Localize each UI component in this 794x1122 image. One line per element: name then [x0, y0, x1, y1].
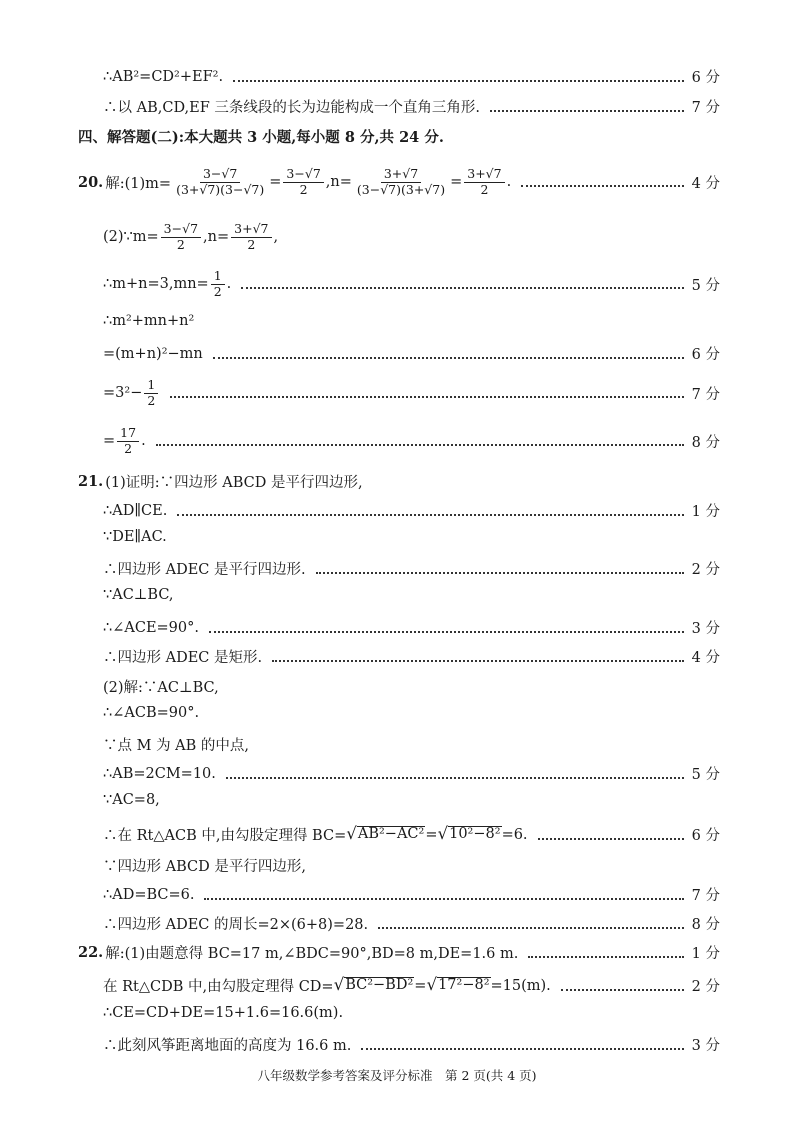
text: ,n=: [325, 174, 352, 190]
numerator: 3−√7: [161, 222, 201, 237]
denominator: 2: [147, 392, 156, 408]
dot-leader: [272, 660, 684, 662]
p21-step: ∵DE∥AC.: [103, 529, 167, 545]
text: .: [506, 174, 512, 190]
p20-line-3: [103, 267, 720, 301]
dot-leader: [170, 396, 683, 398]
p20-line-1: [78, 165, 720, 199]
p21-line-16: [103, 913, 720, 934]
p21-step: ∴AB=2CM=10.: [103, 765, 216, 782]
score-label: 2 分: [691, 562, 720, 578]
text: =6.: [501, 826, 528, 843]
dot-leader: [209, 631, 684, 633]
dot-leader: [213, 357, 684, 359]
p21-line-2: [103, 500, 720, 521]
p22-step: ∴此刻风筝距离地面的高度为 16.6 m.: [103, 1038, 352, 1054]
text: ,n=: [203, 229, 230, 245]
square-root: [334, 977, 415, 994]
dot-leader: [561, 989, 684, 991]
p21-line-10: [103, 734, 720, 755]
section-heading-text: 四、解答题(二):本大题共 3 小题,每小题 8 分,共 24 分.: [78, 129, 444, 146]
dot-leader: [378, 927, 684, 929]
score-label: 7 分: [691, 386, 720, 403]
denominator: 2: [176, 236, 185, 252]
p21-line-5: [103, 587, 720, 603]
radicand: AB²−AC²: [357, 826, 425, 843]
p20-step-3: [103, 269, 231, 299]
text: =15(m).: [490, 977, 551, 994]
dot-leader: [361, 1048, 683, 1050]
section-heading: [78, 126, 720, 147]
numerator: 3+√7: [464, 167, 504, 182]
text: 解:(1)m=: [105, 175, 172, 192]
score-label: 6 分: [691, 347, 720, 363]
p20-step-1: [78, 167, 511, 197]
p21-step: ∴四边形 ADEC 是平行四边形.: [103, 562, 306, 578]
p21-step: ∴四边形 ADEC 的周长=2×(6+8)=28.: [103, 917, 369, 933]
score-label: 4 分: [691, 175, 720, 192]
fraction: [161, 222, 201, 252]
denominator: 2: [124, 440, 133, 456]
fraction: [211, 269, 225, 299]
dot-leader: [233, 80, 684, 82]
numerator: 3+√7: [231, 222, 271, 237]
dot-leader: [241, 287, 683, 289]
radical-sign: √: [437, 824, 449, 844]
square-root: [346, 826, 425, 843]
score-label: 7 分: [691, 100, 720, 116]
denominator: 2: [299, 181, 308, 197]
text: =: [425, 826, 438, 843]
p21-line-8: [103, 676, 720, 697]
text: ∴m+n=3,mn=: [103, 276, 209, 292]
fraction: [283, 167, 323, 197]
p21-step: ∵四边形 ABCD 是平行四边形,: [103, 859, 306, 875]
p21-step: ∴∠ACE=90°.: [103, 619, 199, 636]
p22-line-2: [103, 975, 720, 996]
p21-line-3: [103, 529, 720, 545]
denominator: (3−√7)(3+√7): [356, 181, 446, 197]
text: =: [103, 433, 116, 449]
p20-line-7: [103, 424, 720, 458]
dot-leader: [177, 514, 683, 516]
text: 在 Rt△CDB 中,由勾股定理得 CD=: [103, 979, 334, 995]
fraction: [117, 426, 139, 456]
p21-step-13: [103, 824, 528, 845]
p22-line-4: [103, 1034, 720, 1055]
score-label: 3 分: [691, 621, 720, 637]
numerator: 3+√7: [381, 167, 421, 182]
text: =3²−: [103, 385, 143, 401]
p22-line-1: [78, 942, 720, 963]
score-label: 5 分: [691, 767, 720, 783]
problem-number: 21.: [78, 473, 104, 490]
p21-step: ∴∠ACB=90°.: [103, 705, 200, 721]
p20-line-5: [103, 343, 720, 364]
p20-line-6: [103, 376, 720, 410]
dot-leader: [538, 838, 684, 840]
numerator: 17: [117, 426, 139, 441]
problem-number: 20.: [78, 173, 104, 191]
p21-step: ∵AC=8,: [103, 792, 160, 808]
q19-step: ∴以 AB,CD,EF 三条线段的长为边能构成一个直角三角形.: [103, 100, 481, 116]
text: .: [141, 433, 146, 449]
p21-line-14: [103, 855, 720, 876]
p21-line-4: [103, 558, 720, 579]
p21-line-1: [78, 471, 720, 492]
p21-line-7: [103, 646, 720, 667]
p20-line-4: [103, 313, 720, 329]
p21-line-12: [103, 792, 720, 808]
dot-leader: [316, 572, 684, 574]
p20-line-2: [103, 220, 720, 254]
score-label: 6 分: [691, 70, 720, 86]
score-label: 5 分: [691, 277, 720, 294]
text: =: [269, 174, 282, 190]
text: ,: [273, 229, 279, 245]
text: ∴在 Rt△ACB 中,由勾股定理得 BC=: [103, 828, 347, 844]
p21-step: ∵点 M 为 AB 的中点,: [103, 738, 250, 754]
fraction: [354, 167, 448, 197]
p22-step: ∴CE=CD+DE=15+1.6=16.6(m).: [103, 1005, 344, 1021]
p21-step: (2)解:∵AC⊥BC,: [103, 680, 219, 696]
radical-sign: √: [426, 975, 438, 995]
page-footer: 八年级数学参考答案及评分标准 第 2 页(共 4 页): [257, 1068, 537, 1083]
p20-step-7: [103, 426, 146, 456]
radical-sign: √: [333, 975, 345, 995]
radicand: 10²−8²: [449, 826, 501, 843]
numerator: 1: [211, 269, 225, 284]
p21-line-13: [103, 824, 720, 845]
denominator: 2: [480, 181, 489, 197]
dot-leader: [204, 898, 683, 900]
fraction: [144, 378, 158, 408]
p22-step-1: [78, 942, 518, 963]
problem-number: 22.: [78, 944, 104, 961]
score-label: 4 分: [691, 650, 720, 666]
score-label: 1 分: [691, 946, 720, 962]
fraction: [173, 167, 267, 197]
p20-step-4: ∴m²+mn+n²: [103, 313, 195, 329]
numerator: 3−√7: [200, 167, 240, 182]
numerator: 3−√7: [283, 167, 323, 182]
denominator: 2: [213, 283, 222, 299]
p22-line-3: [103, 1005, 720, 1021]
q19-line-1: [103, 66, 720, 87]
p21-line-11: [103, 763, 720, 784]
text: (2)∵m=: [103, 229, 159, 245]
p21-line-15: [103, 884, 720, 905]
p22-step-2: [103, 975, 551, 996]
square-root: [426, 977, 490, 994]
score-label: 7 分: [691, 888, 720, 904]
p21-step-1: [78, 471, 363, 492]
p21-step: ∵AC⊥BC,: [103, 587, 174, 603]
p21-step: ∴AD=BC=6.: [103, 886, 195, 903]
score-label: 6 分: [691, 828, 720, 844]
square-root: [437, 826, 501, 843]
p21-line-9: [103, 705, 720, 721]
score-label: 2 分: [691, 979, 720, 995]
p21-step: ∴四边形 ADEC 是矩形.: [103, 650, 263, 666]
score-label: 3 分: [691, 1038, 720, 1054]
dot-leader: [156, 444, 684, 446]
fraction: [464, 167, 504, 197]
numerator: 1: [144, 378, 158, 393]
dot-leader: [521, 185, 683, 187]
score-label: 8 分: [691, 917, 720, 933]
p20-step-6: [103, 378, 160, 408]
score-label: 8 分: [691, 434, 720, 451]
radicand: BC²−BD²: [345, 977, 414, 994]
fraction: [231, 222, 271, 252]
p20-step-5: =(m+n)²−mn: [103, 345, 203, 362]
q19-line-2: [103, 96, 720, 117]
dot-leader: [490, 110, 684, 112]
text: =: [414, 977, 427, 994]
q19-step: ∴AB²=CD²+EF².: [103, 68, 224, 85]
denominator: 2: [247, 236, 256, 252]
text: (1)证明:∵四边形 ABCD 是平行四边形,: [105, 475, 363, 491]
dot-leader: [528, 956, 683, 958]
text: =: [450, 174, 463, 190]
score-label: 1 分: [691, 504, 720, 520]
p21-line-6: [103, 617, 720, 638]
text: 解:(1)由题意得 BC=17 m,∠BDC=90°,BD=8 m,DE=1.6 m.: [105, 946, 519, 962]
radical-sign: √: [346, 824, 357, 844]
dot-leader: [226, 777, 684, 779]
radicand: 17²−8²: [438, 977, 490, 994]
p20-step-2: [103, 222, 278, 252]
denominator: (3+√7)(3−√7): [176, 181, 265, 197]
text: .: [226, 276, 232, 292]
p21-step: ∴AD∥CE.: [103, 502, 168, 519]
